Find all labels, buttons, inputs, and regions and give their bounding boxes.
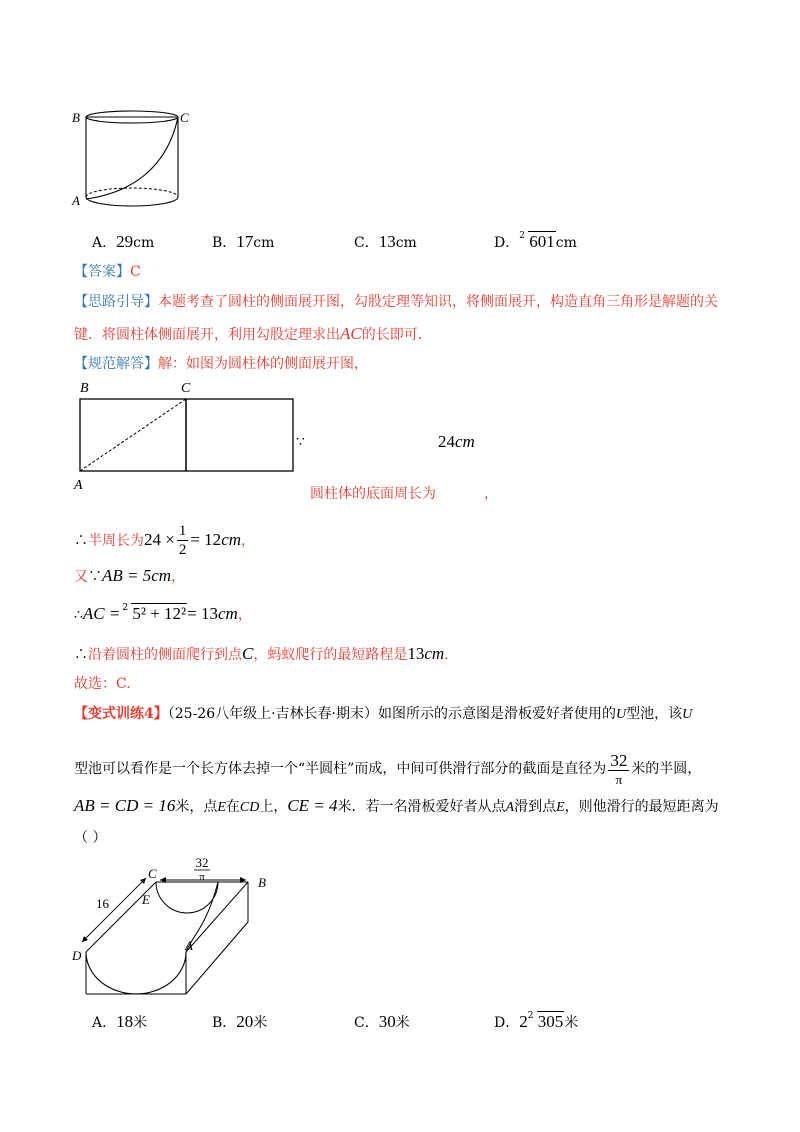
answer-line bbox=[74, 262, 141, 282]
hint-line-2: 键．将圆柱体侧面展开，利用勾股定理求出AC的长即可． bbox=[74, 324, 432, 343]
base-circumference-comma: ， bbox=[484, 486, 498, 502]
answer-value: C bbox=[130, 264, 141, 280]
q2-option-d[interactable]: D．2 2 305米 bbox=[494, 1011, 579, 1031]
fig2-top-den: π bbox=[199, 871, 205, 883]
ant-path-curve bbox=[86, 117, 178, 199]
fig2-label-c: C bbox=[148, 866, 157, 881]
fig2-label-b: B bbox=[258, 875, 266, 890]
solution-choice: 故选：C. bbox=[74, 676, 131, 692]
q1-option-a[interactable]: A．29cm bbox=[92, 232, 155, 251]
fig1-label-b: B bbox=[72, 110, 80, 125]
unfolded-figure bbox=[72, 376, 312, 492]
solution-line-ac: ∴AC = 2 5² + 12²= 13cm， bbox=[74, 603, 252, 623]
because-symbol: ∵ bbox=[296, 434, 305, 450]
variant-line-2: 型池可以看作是一个长方体去掉一个“半圆柱”而成，中间可供滑行部分的截面是直径为 $\frac{32}{\pi}$ 米的半圆， bbox=[74, 751, 702, 787]
fig2-top-num: 32 bbox=[195, 855, 209, 870]
solution-line-half: ∴半周长为24 × $\frac{1}{2}$ = 12cm， bbox=[74, 523, 256, 558]
solution-intro: 【规范解答】解：如图为圆柱体的侧面展开图， bbox=[74, 356, 368, 372]
unfolded-diagonal bbox=[80, 399, 186, 471]
front-arc bbox=[86, 952, 186, 994]
bottom-right-edge bbox=[186, 922, 248, 994]
fig2-label-16: 16 bbox=[96, 896, 109, 911]
dim-16-line bbox=[82, 878, 146, 942]
unfolded-label-b: B bbox=[80, 381, 89, 396]
cylinder-bottom-back bbox=[86, 188, 178, 197]
base-circumference-text: 圆柱体的底面周长为 bbox=[310, 486, 436, 502]
variant-line-3: AB = CD = 16米，点E在CD上，CE = 4米．若一名滑板爱好者从点A滑到点E，则他滑行的最短距离为 bbox=[74, 796, 719, 815]
circumference-value: 24cm bbox=[438, 432, 475, 451]
answer-tag: 【答案】 bbox=[74, 264, 130, 280]
variant-tag: 【变式训练4】 bbox=[74, 706, 168, 722]
u-pool-figure bbox=[68, 852, 278, 1000]
q2-option-b[interactable]: B．20米 bbox=[212, 1012, 268, 1031]
unfolded-label-a: A bbox=[74, 478, 83, 492]
hint-tag: 【思路引导】 bbox=[74, 294, 158, 310]
q2-option-c[interactable]: C．30米 bbox=[354, 1012, 410, 1031]
fig1-label-c: C bbox=[180, 110, 189, 125]
cylinder-figure bbox=[68, 104, 198, 219]
variant-paren: （ ） bbox=[74, 830, 107, 846]
variant-line-1: 【变式训练4】（25-26八年级上·吉林长春·期末）如图所示的示意图是滑板爱好者使用的U型池，该U bbox=[74, 706, 693, 722]
right-top-edge bbox=[186, 882, 248, 952]
fig2-label-d: D bbox=[72, 948, 82, 963]
hint-line-1: 【思路引导】本题考查了圆柱的侧面展开图，勾股定理等知识，将侧面展开，构造直角三角形是解题的关 bbox=[74, 294, 718, 310]
q1-option-d[interactable]: D． 2 601cm bbox=[494, 231, 577, 251]
q1-option-c[interactable]: C．13cm bbox=[354, 232, 417, 251]
fig2-label-e: E bbox=[142, 892, 150, 907]
cylinder-bottom-front bbox=[86, 197, 178, 206]
unfolded-right-rect bbox=[186, 399, 293, 471]
fig1-label-a: A bbox=[72, 193, 80, 208]
q2-option-a[interactable]: A．18米 bbox=[92, 1012, 148, 1031]
back-arc bbox=[156, 882, 218, 913]
q1-option-b[interactable]: B．17cm bbox=[212, 232, 275, 251]
unfolded-left-rect bbox=[80, 399, 186, 471]
solution-tag: 【规范解答】 bbox=[74, 356, 158, 372]
unfolded-label-c: C bbox=[181, 381, 191, 396]
solution-line-conclusion: ∴沿着圆柱的侧面爬行到点C，蚂蚁爬行的最短路程是13cm. bbox=[74, 644, 449, 663]
fig2-label-a: A bbox=[185, 938, 193, 953]
solution-line-ab: 又∵AB = 5cm， bbox=[74, 566, 186, 585]
